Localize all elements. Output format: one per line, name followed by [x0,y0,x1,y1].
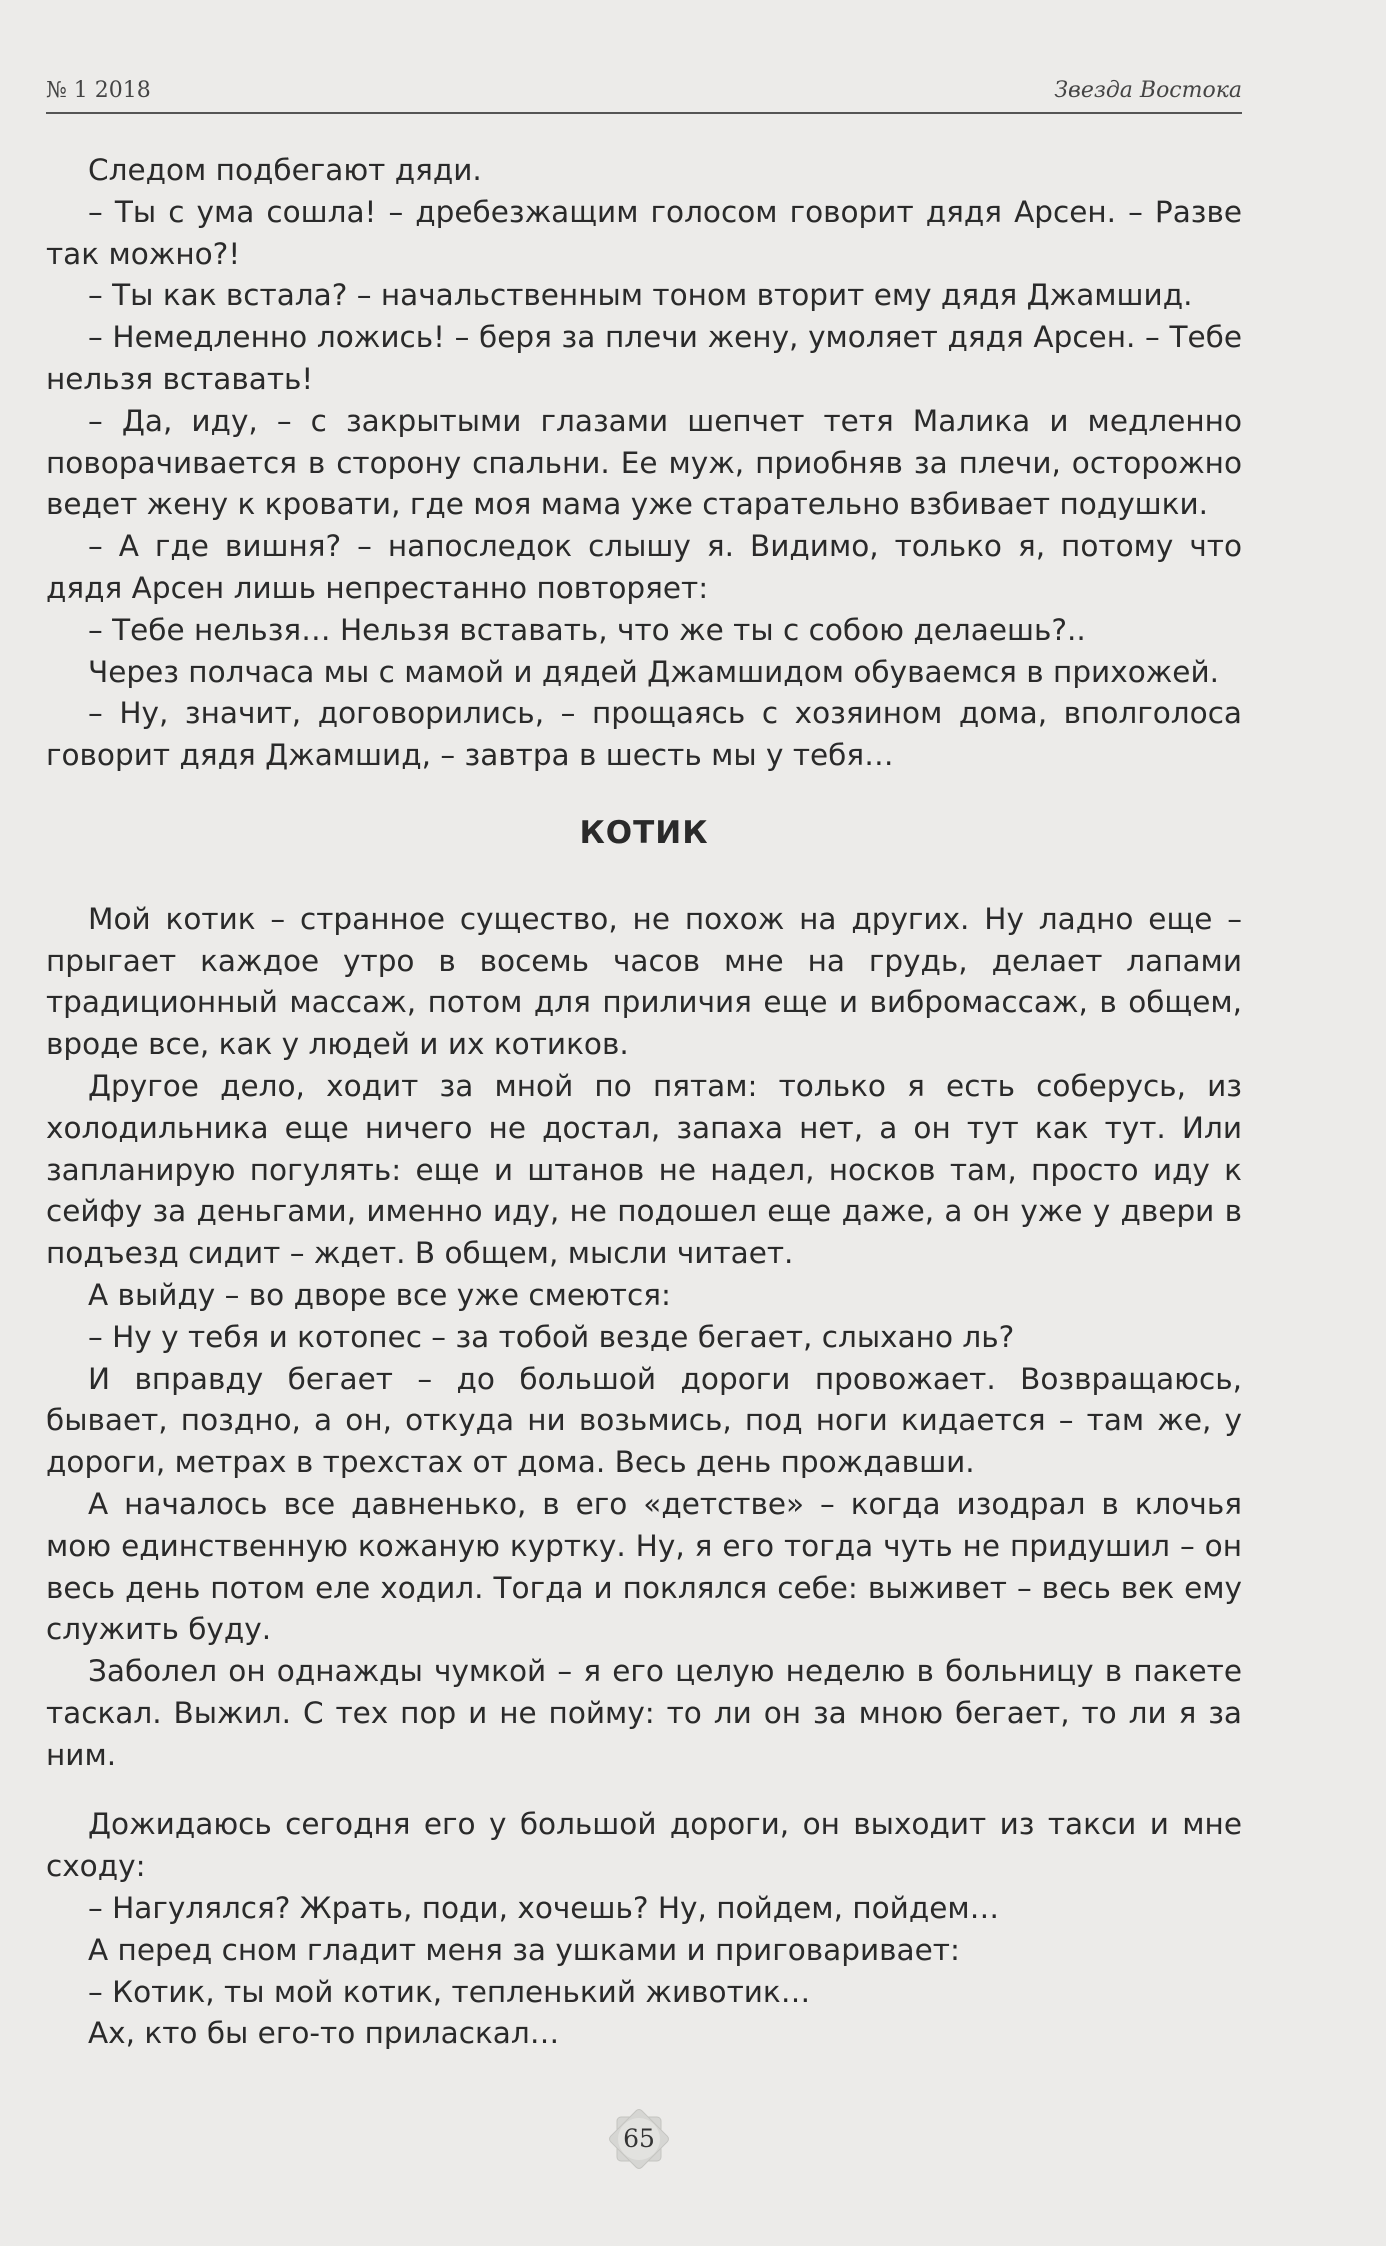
issue-number: № 1 2018 [46,78,151,103]
paragraph: Следом подбегают дяди. [88,153,482,187]
paragraph: – Ты как встала? – начальственным тоном вторит ему дядя Джамшид. [88,278,1193,313]
running-header [46,72,1242,114]
paragraph: – А где вишня? – напоследок слышу я. Видимо, только я, потому что дядя Арсен лишь непрестанно повторяет: [46,529,1242,605]
paragraph: – Тебе нельзя… Нельзя вставать, что же ты с собою делаешь?.. [88,612,1086,647]
paragraph: – Да, иду, – с закрытыми глазами шепчет тетя Малика и медленно поворачивается в сторону спальни. Ее муж, приобняв за плечи, осторожно ведет жену к кровати, где моя мама уже старательно взбивает подушки. [46,403,1242,522]
paragraph: – Котик, ты мой котик, тепленький животик… [88,1974,811,2009]
paragraph: – Ну у тебя и котопес – за тобой везде бегает, слыхано ль? [88,1319,1015,1354]
paragraph: Заболел он однажды чумкой – я его целую неделю в больницу в пакете таскал. Выжил. С тех пор и не пойму: то ли он за мною бегает, то ли я за ним. [46,1654,1242,1772]
paragraph: – Ну, значит, договорились, – прощаясь с хозяином дома, вполголоса говорит дядя Джамшид, – завтра в шесть мы у тебя… [46,696,1242,773]
paragraph: – Нагулялся? Жрать, поди, хочешь? Ну, пойдем, пойдем… [88,1891,1000,1926]
paragraph: – Немедленно ложись! – беря за плечи жену, умоляет дядя Арсен. – Тебе нельзя вставать! [46,320,1242,396]
paragraph: А выйду – во дворе все уже смеются: [88,1277,671,1312]
paragraph: Другое дело, ходит за мной по пятам: только я есть соберусь, из холодильника еще ничего не достал, запаха нет, а он тут как тут. Или запланирую погулять: еще и штанов не надел, носков там, просто иду к сейфу за деньгами, именно иду, не подошел еще даже, а он уже у двери в подъезд сидит – ждет. В общем, мысли читает. [46,1068,1242,1271]
paragraph: Дожидаюсь сегодня его у большой дороги, он выходит из такси и мне сходу: [46,1807,1242,1884]
story-title: КОТИК [579,814,709,851]
paragraph: Мой котик – странное существо, не похож на других. Ну ладно еще – прыгает каждое утро в восемь часов мне на грудь, делает лапами традиционный массаж, потом для приличия еще и вибромассаж, в общем, вроде все, как у людей и их котиков. [46,901,1242,1062]
journal-title: Звезда Востока [1054,78,1242,103]
paragraph: Ах, кто бы его-то приласкал… [88,2016,560,2051]
page-body [46,150,1242,2055]
paragraph: И вправду бегает – до большой дороги провожает. Возвращаюсь, бывает, поздно, а он, откуда ни возьмись, под ноги кидается – там же, у дороги, метрах в трехстах от дома. Весь день прождавши. [46,1361,1242,1480]
paragraph: А перед сном гладит меня за ушками и приговаривает: [88,1932,960,1967]
paragraph: Через полчаса мы с мамой и дядей Джамшидом обуваемся в прихожей. [88,654,1220,689]
paragraph: – Ты с ума сошла! – дребезжащим голосом говорит дядя Арсен. – Разве так можно?! [46,194,1242,271]
page-number-ornament [605,2105,673,2173]
paragraph: А началось все давненько, в его «детстве» – когда изодрал в клочья мою единственную кожаную куртку. Ну, я его тогда чуть не придушил – он весь день потом еле ходил. Тогда и поклялся себе: выживет – весь век ему служить буду. [46,1486,1242,1647]
page-number: 65 [623,2124,655,2153]
